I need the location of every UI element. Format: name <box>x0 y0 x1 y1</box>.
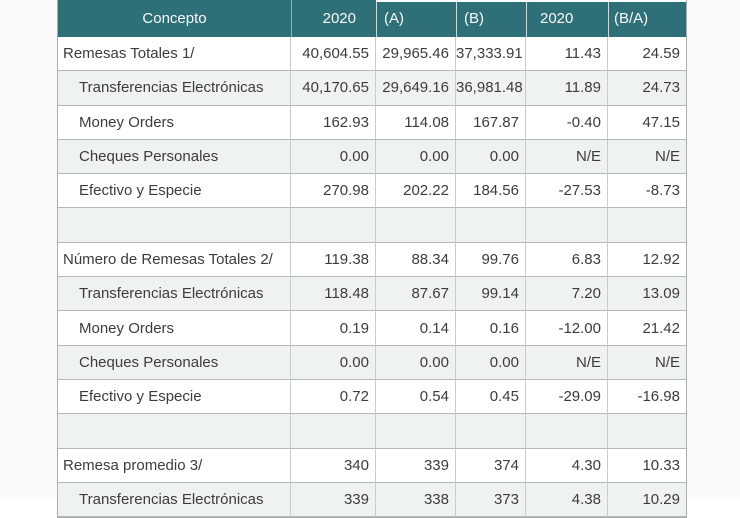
table-row <box>58 106 686 140</box>
cell-value: 40,170.65 <box>291 71 376 105</box>
row-label: Cheques Personales <box>58 140 291 174</box>
cell-value: 162.93 <box>291 106 376 140</box>
cell-value: 0.00 <box>456 140 526 174</box>
cell-value: 167.87 <box>456 106 526 140</box>
cell-value: 0.14 <box>376 311 456 345</box>
column-header-b-over-a: (B/A) <box>608 0 686 37</box>
cell-value: N/E <box>608 140 686 174</box>
cell-value: 339 <box>291 483 376 517</box>
cell-value: 99.76 <box>456 243 526 277</box>
header-row <box>58 0 686 37</box>
cell-value: 338 <box>376 483 456 517</box>
table-row <box>58 71 686 105</box>
cell-value: -16.98 <box>608 380 686 414</box>
table-row <box>58 449 686 483</box>
cell-value: -27.53 <box>526 174 608 208</box>
cell-value: 0.16 <box>456 311 526 345</box>
cell-value: 10.29 <box>608 483 686 517</box>
cell-value <box>526 414 608 448</box>
row-label <box>58 414 291 448</box>
table-row <box>58 380 686 414</box>
cell-value: -0.40 <box>526 106 608 140</box>
cell-value: 0.00 <box>456 346 526 380</box>
cell-value: 340 <box>291 449 376 483</box>
cell-value: 36,981.48 <box>456 71 526 105</box>
cell-value <box>526 208 608 242</box>
cell-value <box>376 208 456 242</box>
cell-value: 10.33 <box>608 449 686 483</box>
table-header <box>58 0 686 37</box>
cell-value: 24.73 <box>608 71 686 105</box>
cell-value: 12.92 <box>608 243 686 277</box>
cell-value: 47.15 <box>608 106 686 140</box>
column-header-concepto: Concepto <box>58 0 291 37</box>
cell-value: 29,965.46 <box>376 37 456 71</box>
table-row <box>58 311 686 345</box>
cell-value: 270.98 <box>291 174 376 208</box>
cell-value: N/E <box>526 346 608 380</box>
cell-value: 37,333.91 <box>456 37 526 71</box>
cell-value: 0.00 <box>291 140 376 174</box>
spacer-row <box>58 414 686 448</box>
cell-value: 13.09 <box>608 277 686 311</box>
row-label: Money Orders <box>58 106 291 140</box>
cell-value: -29.09 <box>526 380 608 414</box>
cell-value: 202.22 <box>376 174 456 208</box>
row-label: Money Orders <box>58 311 291 345</box>
row-label: Transferencias Electrónicas <box>58 71 291 105</box>
column-header-a: (A) <box>376 0 456 37</box>
cell-value <box>291 414 376 448</box>
cell-value: 0.19 <box>291 311 376 345</box>
cell-value: 184.56 <box>456 174 526 208</box>
row-label: Transferencias Electrónicas <box>58 277 291 311</box>
column-header-b: (B) <box>456 0 526 37</box>
cell-value: 114.08 <box>376 106 456 140</box>
table-row <box>58 37 686 71</box>
row-label: Cheques Personales <box>58 346 291 380</box>
cell-value: 118.48 <box>291 277 376 311</box>
cell-value: 339 <box>376 449 456 483</box>
row-label <box>58 208 291 242</box>
cell-value: N/E <box>526 140 608 174</box>
cell-value: 87.67 <box>376 277 456 311</box>
cell-value <box>608 414 686 448</box>
cell-value <box>608 208 686 242</box>
table-row <box>58 346 686 380</box>
cell-value <box>456 208 526 242</box>
cell-value: 374 <box>456 449 526 483</box>
cell-value: 6.83 <box>526 243 608 277</box>
cell-value: 4.30 <box>526 449 608 483</box>
cell-value <box>376 414 456 448</box>
cell-value: 0.72 <box>291 380 376 414</box>
cell-value: 40,604.55 <box>291 37 376 71</box>
table-row <box>58 140 686 174</box>
row-label: Efectivo y Especie <box>58 174 291 208</box>
column-header-2020-b: 2020 <box>526 0 608 37</box>
cell-value: 0.54 <box>376 380 456 414</box>
cell-value: 29,649.16 <box>376 71 456 105</box>
cell-value: 4.38 <box>526 483 608 517</box>
cell-value: -8.73 <box>608 174 686 208</box>
cell-value: 21.42 <box>608 311 686 345</box>
spacer-row <box>58 208 686 242</box>
cell-value: 11.43 <box>526 37 608 71</box>
cell-value: -12.00 <box>526 311 608 345</box>
table-row <box>58 174 686 208</box>
cell-value: N/E <box>608 346 686 380</box>
cell-value: 24.59 <box>608 37 686 71</box>
cell-value <box>456 414 526 448</box>
cell-value <box>291 208 376 242</box>
row-label: Remesa promedio 3/ <box>58 449 291 483</box>
cell-value: 0.00 <box>376 346 456 380</box>
cell-value: 0.00 <box>291 346 376 380</box>
table-row <box>58 277 686 311</box>
table-body <box>58 37 686 517</box>
table-row <box>58 483 686 517</box>
cell-value: 7.20 <box>526 277 608 311</box>
row-label: Número de Remesas Totales 2/ <box>58 243 291 277</box>
column-header-2020-a: 2020 <box>291 0 376 37</box>
cell-value: 88.34 <box>376 243 456 277</box>
remittances-table <box>57 0 687 518</box>
cell-value: 99.14 <box>456 277 526 311</box>
cell-value: 119.38 <box>291 243 376 277</box>
cell-value: 373 <box>456 483 526 517</box>
cell-value: 0.00 <box>376 140 456 174</box>
row-label: Efectivo y Especie <box>58 380 291 414</box>
row-label: Remesas Totales 1/ <box>58 37 291 71</box>
table-row <box>58 243 686 277</box>
cell-value: 11.89 <box>526 71 608 105</box>
row-label: Transferencias Electrónicas <box>58 483 291 517</box>
cell-value: 0.45 <box>456 380 526 414</box>
